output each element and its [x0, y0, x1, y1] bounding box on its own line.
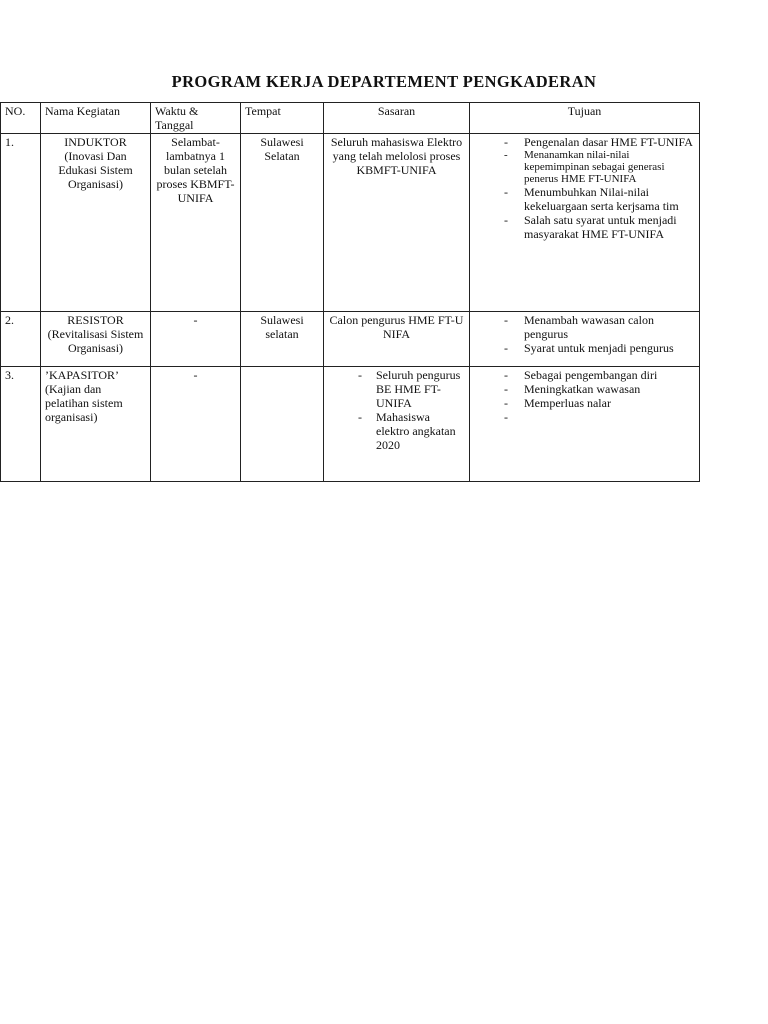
list-item: - Mahasiswa elektro angkatan 2020: [328, 410, 465, 452]
activity-name: ’KAPASITOR’: [45, 368, 120, 382]
cell-sasaran: Calon pengurus HME FT-U NIFA: [324, 312, 470, 367]
list-item: - Menambah wawasan calon pengurus: [474, 313, 695, 341]
list-item: - Menumbuhkan Nilai-nilai kekeluargaan serta kerjsama tim: [474, 185, 695, 213]
cell-no: 3.: [1, 367, 41, 482]
cell-sasaran: [324, 367, 470, 482]
cell-tempat: [241, 367, 324, 482]
page-title: PROGRAM KERJA DEPARTEMENT PENGKADERAN: [171, 72, 597, 91]
tujuan-list: [474, 135, 695, 241]
cell-no: 1.: [1, 134, 41, 312]
tujuan-list: [474, 368, 695, 424]
cell-tempat: Sulawesi selatan: [241, 312, 324, 367]
cell-tujuan: [470, 367, 700, 482]
header-waktu-tanggal: Waktu & Tanggal: [151, 103, 241, 134]
cell-waktu: -: [151, 312, 241, 367]
activity-name: RESISTOR: [67, 313, 124, 327]
header-tempat: Tempat: [241, 103, 324, 134]
list-item: - Seluruh pengurus BE HME FT-UNIFA: [328, 368, 465, 410]
cell-tujuan: [470, 312, 700, 367]
cell-nama-kegiatan: [41, 367, 151, 482]
header-no: NO.: [1, 103, 41, 134]
cell-tujuan: [470, 134, 700, 312]
list-item: - Salah satu syarat untuk menjadi masyarakat HME FT-UNIFA: [474, 213, 695, 241]
sasaran-list: [328, 368, 465, 452]
activity-name: INDUKTOR: [64, 135, 127, 149]
header-nama-kegiatan: Nama Kegiatan: [41, 103, 151, 134]
list-item: - Memperluas nalar: [474, 396, 695, 410]
list-item: [474, 410, 695, 424]
cell-waktu: -: [151, 367, 241, 482]
header-sasaran: Sasaran: [324, 103, 470, 134]
header-tujuan: Tujuan: [470, 103, 700, 134]
list-item: - Syarat untuk menjadi pengurus: [474, 341, 695, 355]
table-header-row: [1, 103, 700, 134]
activity-description: (Kajian dan pelatihan sistem organisasi): [45, 382, 123, 424]
program-table: [0, 102, 700, 482]
tujuan-list: [474, 313, 695, 355]
list-item: - Pengenalan dasar HME FT-UNIFA: [474, 135, 695, 149]
cell-nama-kegiatan: [41, 134, 151, 312]
list-item: - Menanamkan nilai-nilai kepemimpinan sebagai generasi penerus HME FT-UNIFA: [474, 149, 695, 185]
cell-sasaran: Seluruh mahasiswa Elektro yang telah melolosi proses KBMFT-UNIFA: [324, 134, 470, 312]
table-row: [1, 367, 700, 482]
cell-no: 2.: [1, 312, 41, 367]
list-item: - Meningkatkan wawasan: [474, 382, 695, 396]
activity-description: (Revitalisasi Sistem Organisasi): [47, 327, 144, 355]
table-row: [1, 312, 700, 367]
cell-nama-kegiatan: [41, 312, 151, 367]
activity-description: (Inovasi Dan Edukasi Sistem Organisasi): [58, 149, 133, 191]
cell-waktu: Selambat-lambatnya 1 bulan setelah proses KBMFT-UNIFA: [151, 134, 241, 312]
list-item: - Sebagai pengembangan diri: [474, 368, 695, 382]
cell-tempat: Sulawesi Selatan: [241, 134, 324, 312]
table-row: [1, 134, 700, 312]
